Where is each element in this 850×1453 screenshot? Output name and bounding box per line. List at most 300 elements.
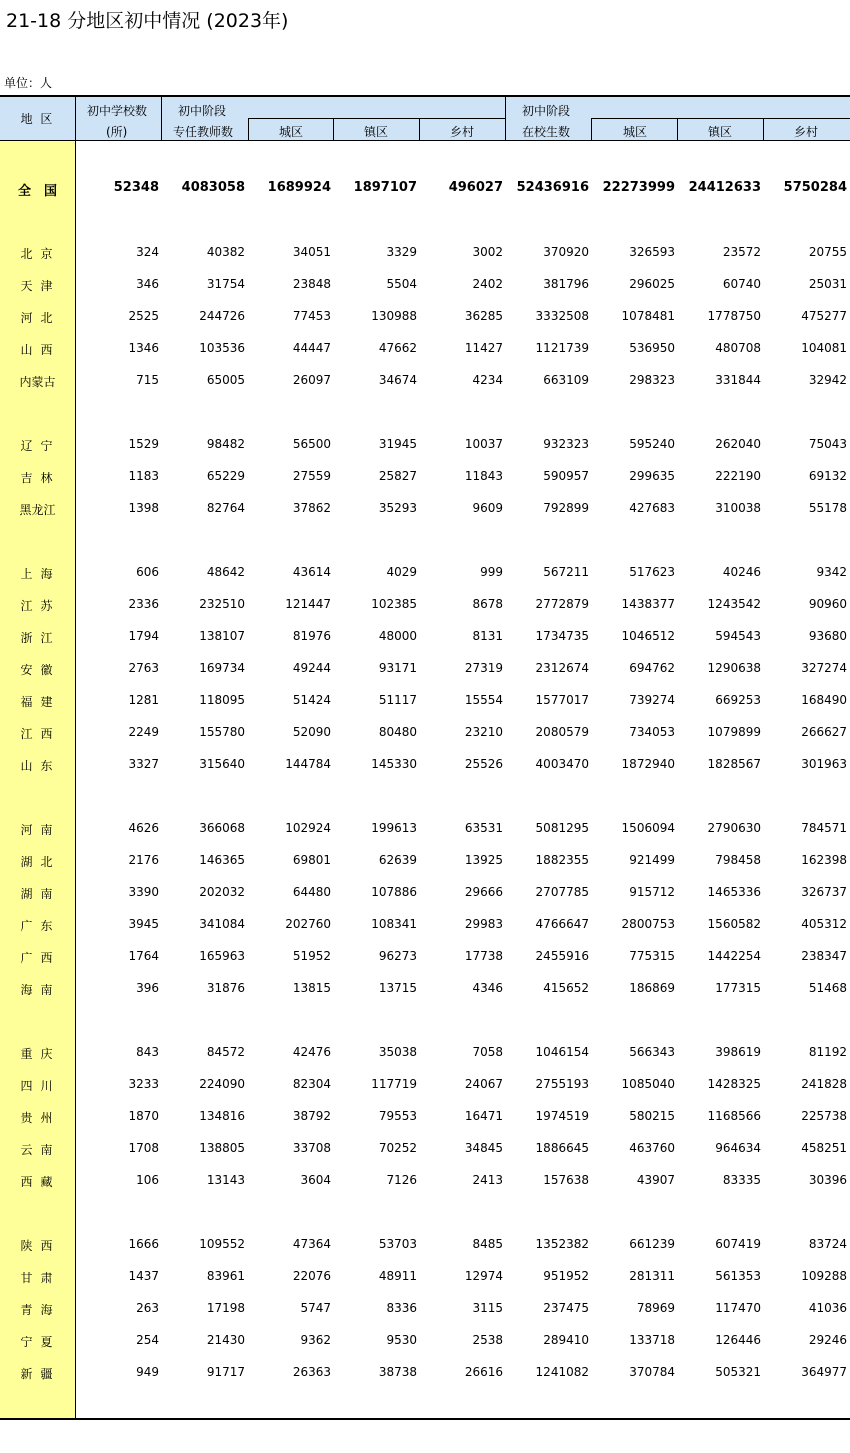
table-cell: 23572: [722, 245, 761, 259]
table-cell: 48911: [378, 1269, 417, 1283]
table-cell: 16471: [464, 1109, 503, 1123]
region-name: 河北: [20, 311, 61, 325]
region-name: 广西: [20, 951, 61, 965]
unit-label: 单位：人: [4, 76, 53, 90]
table-cell: 606: [136, 565, 159, 579]
table-cell: 775315: [629, 949, 675, 963]
table-cell: 177315: [715, 981, 761, 995]
table-cell: 281311: [629, 1269, 675, 1283]
table-cell: 1778750: [707, 309, 761, 323]
table-header: [0, 97, 850, 141]
table-cell: 65005: [206, 373, 245, 387]
table-cell: 79553: [378, 1109, 417, 1123]
table-cell: 23210: [464, 725, 503, 739]
table-cell: 38738: [378, 1365, 417, 1379]
region-name: 福建: [20, 695, 61, 709]
table-cell: 1529: [128, 437, 159, 451]
table-cell: 80480: [378, 725, 417, 739]
table-cell: 3329: [386, 245, 417, 259]
table-cell: 35293: [378, 501, 417, 515]
table-row: [0, 693, 850, 713]
table-cell: 964634: [715, 1141, 761, 1155]
table-cell: 594543: [715, 629, 761, 643]
table-cell: 2538: [472, 1333, 503, 1347]
table-cell: 715: [136, 373, 159, 387]
table-row: [0, 885, 850, 905]
header-divider: [419, 119, 420, 141]
table-cell: 33708: [292, 1141, 331, 1155]
table-cell: 2336: [128, 597, 159, 611]
table-cell: 47662: [378, 341, 417, 355]
table-cell: 53703: [378, 1237, 417, 1251]
table-cell: 49244: [292, 661, 331, 675]
table-cell: 1241082: [535, 1365, 589, 1379]
table-row: [0, 309, 850, 329]
table-cell: 52436916: [516, 180, 589, 195]
table-cell: 138805: [199, 1141, 245, 1155]
table-cell: 162398: [801, 853, 847, 867]
table-cell: 1465336: [707, 885, 761, 899]
table-cell: 2312674: [535, 661, 589, 675]
table-cell: 31945: [378, 437, 417, 451]
table-cell: 296025: [629, 277, 675, 291]
header-divider: [763, 119, 764, 141]
region-name: 浙江: [20, 631, 61, 645]
table-row: [0, 469, 850, 489]
table-cell: 254: [136, 1333, 159, 1347]
table-cell: 381796: [543, 277, 589, 291]
region-name: 辽宁: [20, 439, 61, 453]
table-cell: 915712: [629, 885, 675, 899]
region-name: 湖南: [20, 887, 61, 901]
table-cell: 7058: [472, 1045, 503, 1059]
table-cell: 17738: [464, 949, 503, 963]
table-cell: 2402: [472, 277, 503, 291]
table-cell: 24412633: [688, 180, 761, 195]
table-cell: 536950: [629, 341, 675, 355]
table-row: [0, 757, 850, 777]
table-cell: 25526: [464, 757, 503, 771]
region-name: 江西: [20, 727, 61, 741]
table-cell: 2525: [128, 309, 159, 323]
table-cell: 262040: [715, 437, 761, 451]
table-cell: 40246: [722, 565, 761, 579]
table-cell: 83335: [722, 1173, 761, 1187]
table-cell: 109552: [199, 1237, 245, 1251]
table-cell: 567211: [543, 565, 589, 579]
table-cell: 107886: [371, 885, 417, 899]
table-cell: 244726: [199, 309, 245, 323]
table-cell: 999: [480, 565, 503, 579]
table-cell: 792899: [543, 501, 589, 515]
table-cell: 4003470: [535, 757, 589, 771]
table-row: [0, 373, 850, 393]
table-cell: 91717: [206, 1365, 245, 1379]
table-cell: 396: [136, 981, 159, 995]
table-cell: 496027: [448, 180, 503, 195]
table-cell: 56500: [292, 437, 331, 451]
region-name: 安徽: [20, 663, 61, 677]
table-cell: 663109: [543, 373, 589, 387]
table-cell: 798458: [715, 853, 761, 867]
table-cell: 51117: [378, 693, 417, 707]
table-cell: 661239: [629, 1237, 675, 1251]
region-name: 上海: [20, 567, 61, 581]
table-row: [0, 821, 850, 841]
table-cell: 93680: [808, 629, 847, 643]
table-cell: 29666: [464, 885, 503, 899]
table-cell: 1828567: [707, 757, 761, 771]
table-cell: 13925: [464, 853, 503, 867]
table-cell: 82764: [206, 501, 245, 515]
table-cell: 22273999: [602, 180, 675, 195]
table-cell: 364977: [801, 1365, 847, 1379]
table-row: [0, 437, 850, 457]
table-cell: 2249: [128, 725, 159, 739]
table-row: [0, 1077, 850, 1097]
table-cell: 3002: [472, 245, 503, 259]
table-cell: 427683: [629, 501, 675, 515]
table-cell: 1734735: [535, 629, 589, 643]
table-cell: 202760: [285, 917, 331, 931]
table-cell: 1398: [128, 501, 159, 515]
table-cell: 370784: [629, 1365, 675, 1379]
table-cell: 12974: [464, 1269, 503, 1283]
table-cell: 1794: [128, 629, 159, 643]
region-name: 广东: [20, 919, 61, 933]
table-cell: 37862: [292, 501, 331, 515]
table-cell: 1346: [128, 341, 159, 355]
table-cell: 2413: [472, 1173, 503, 1187]
table-cell: 32942: [808, 373, 847, 387]
table-row: [0, 661, 850, 681]
table-cell: 81192: [808, 1045, 847, 1059]
table-cell: 4626: [128, 821, 159, 835]
table-cell: 51424: [292, 693, 331, 707]
table-cell: 9342: [816, 565, 847, 579]
table-cell: 951952: [543, 1269, 589, 1283]
header-divider: [161, 97, 162, 141]
table-cell: 98482: [206, 437, 245, 451]
table-cell: 48000: [378, 629, 417, 643]
table-cell: 83961: [206, 1269, 245, 1283]
table-row: [0, 277, 850, 297]
header-divider: [333, 119, 334, 141]
table-cell: 15554: [464, 693, 503, 707]
region-column-background: [0, 141, 75, 1418]
table-cell: 301963: [801, 757, 847, 771]
table-cell: 3390: [128, 885, 159, 899]
table-cell: 133718: [629, 1333, 675, 1347]
table-cell: 22076: [292, 1269, 331, 1283]
table-cell: 82304: [292, 1077, 331, 1091]
table-row: [0, 341, 850, 361]
table-cell: 1764: [128, 949, 159, 963]
table-cell: 27319: [464, 661, 503, 675]
table-cell: 34674: [378, 373, 417, 387]
table-cell: 51952: [292, 949, 331, 963]
table-cell: 69801: [292, 853, 331, 867]
table-cell: 1886645: [535, 1141, 589, 1155]
national-total-row: [0, 180, 850, 200]
table-cell: 398619: [715, 1045, 761, 1059]
table-cell: 463760: [629, 1141, 675, 1155]
table-cell: 3115: [472, 1301, 503, 1315]
table-cell: 2080579: [535, 725, 589, 739]
table-cell: 24067: [464, 1077, 503, 1091]
table-cell: 96273: [378, 949, 417, 963]
header-divider: [505, 97, 506, 141]
table-row: [0, 917, 850, 937]
table-cell: 346: [136, 277, 159, 291]
table-cell: 93171: [378, 661, 417, 675]
table-cell: 224090: [199, 1077, 245, 1091]
table-cell: 1046154: [535, 1045, 589, 1059]
table-cell: 2763: [128, 661, 159, 675]
table-cell: 169734: [199, 661, 245, 675]
table-cell: 1974519: [535, 1109, 589, 1123]
table-cell: 8131: [472, 629, 503, 643]
region-name: 河南: [20, 823, 61, 837]
table-cell: 117470: [715, 1301, 761, 1315]
table-cell: 1078481: [621, 309, 675, 323]
header-divider: [248, 118, 505, 119]
table-cell: 1438377: [621, 597, 675, 611]
table-top-rule: [0, 95, 850, 97]
table-cell: 7126: [386, 1173, 417, 1187]
table-cell: 505321: [715, 1365, 761, 1379]
table-cell: 921499: [629, 853, 675, 867]
table-cell: 165963: [199, 949, 245, 963]
table-cell: 130988: [371, 309, 417, 323]
header-students-group: 初中阶段: [522, 104, 571, 118]
table-cell: 4029: [386, 565, 417, 579]
table-cell: 36285: [464, 309, 503, 323]
table-cell: 44447: [292, 341, 331, 355]
table-cell: 83724: [808, 1237, 847, 1251]
table-cell: 31754: [206, 277, 245, 291]
table-cell: 202032: [199, 885, 245, 899]
table-cell: 590957: [543, 469, 589, 483]
table-cell: 48642: [206, 565, 245, 579]
table-cell: 81976: [292, 629, 331, 643]
table-cell: 298323: [629, 373, 675, 387]
table-cell: 25827: [378, 469, 417, 483]
table-cell: 11427: [464, 341, 503, 355]
region-name: 吉林: [20, 471, 61, 485]
table-cell: 1708: [128, 1141, 159, 1155]
table-cell: 199613: [371, 821, 417, 835]
table-cell: 25031: [808, 277, 847, 291]
table-cell: 8485: [472, 1237, 503, 1251]
table-cell: 1168566: [707, 1109, 761, 1123]
header-students-urban: 城区: [623, 125, 648, 139]
table-row: [0, 1333, 850, 1353]
table-cell: 5747: [300, 1301, 331, 1315]
table-cell: 60740: [722, 277, 761, 291]
table-cell: 1281: [128, 693, 159, 707]
table-cell: 2755193: [535, 1077, 589, 1091]
table-cell: 103536: [199, 341, 245, 355]
table-cell: 405312: [801, 917, 847, 931]
table-cell: 1046512: [621, 629, 675, 643]
region-name: 四川: [20, 1079, 61, 1093]
table-cell: 694762: [629, 661, 675, 675]
region-name: 天津: [20, 279, 61, 293]
table-cell: 55178: [808, 501, 847, 515]
table-cell: 31876: [206, 981, 245, 995]
table-cell: 109288: [801, 1269, 847, 1283]
table-cell: 13143: [206, 1173, 245, 1187]
table-cell: 2772879: [535, 597, 589, 611]
table-cell: 118095: [199, 693, 245, 707]
table-cell: 70252: [378, 1141, 417, 1155]
table-cell: 238347: [801, 949, 847, 963]
table-cell: 51468: [808, 981, 847, 995]
table-row: [0, 1141, 850, 1161]
table-cell: 326737: [801, 885, 847, 899]
table-row: [0, 1173, 850, 1193]
table-cell: 38792: [292, 1109, 331, 1123]
table-cell: 10037: [464, 437, 503, 451]
table-cell: 326593: [629, 245, 675, 259]
table-row: [0, 1045, 850, 1065]
table-cell: 1079899: [707, 725, 761, 739]
table-cell: 106: [136, 1173, 159, 1187]
header-divider: [677, 119, 678, 141]
region-name: 黑龙江: [19, 503, 56, 517]
table-cell: 517623: [629, 565, 675, 579]
table-cell: 62639: [378, 853, 417, 867]
table-cell: 42476: [292, 1045, 331, 1059]
table-cell: 784571: [801, 821, 847, 835]
table-cell: 126446: [715, 1333, 761, 1347]
table-cell: 4083058: [181, 180, 245, 195]
table-row: [0, 501, 850, 521]
table-cell: 69132: [808, 469, 847, 483]
table-cell: 1183: [128, 469, 159, 483]
table-cell: 26616: [464, 1365, 503, 1379]
table-cell: 21430: [206, 1333, 245, 1347]
table-row: [0, 853, 850, 873]
region-name: 江苏: [20, 599, 61, 613]
table-row: [0, 565, 850, 585]
table-cell: 168490: [801, 693, 847, 707]
header-students-total: 在校生数: [522, 125, 571, 139]
table-cell: 331844: [715, 373, 761, 387]
table-cell: 52348: [113, 180, 159, 195]
table-cell: 2790630: [707, 821, 761, 835]
table-cell: 843: [136, 1045, 159, 1059]
table-cell: 5081295: [535, 821, 589, 835]
table-cell: 27559: [292, 469, 331, 483]
table-cell: 30396: [808, 1173, 847, 1187]
table-cell: 34051: [292, 245, 331, 259]
table-cell: 289410: [543, 1333, 589, 1347]
table-cell: 310038: [715, 501, 761, 515]
table-cell: 1872940: [621, 757, 675, 771]
table-cell: 145330: [371, 757, 417, 771]
table-cell: 566343: [629, 1045, 675, 1059]
region-name: 全 国: [17, 184, 57, 199]
table-cell: 84572: [206, 1045, 245, 1059]
table-cell: 1689924: [267, 180, 331, 195]
table-cell: 1243542: [707, 597, 761, 611]
table-cell: 225738: [801, 1109, 847, 1123]
table-cell: 8678: [472, 597, 503, 611]
header-schools-line2: (所): [106, 125, 128, 139]
region-name: 内蒙古: [19, 375, 56, 389]
table-cell: 108341: [371, 917, 417, 931]
table-row: [0, 597, 850, 617]
table-cell: 949: [136, 1365, 159, 1379]
table-cell: 669253: [715, 693, 761, 707]
table-cell: 35038: [378, 1045, 417, 1059]
table-cell: 315640: [199, 757, 245, 771]
header-teachers-group: 初中阶段: [178, 104, 227, 118]
table-row: [0, 1109, 850, 1129]
table-cell: 23848: [292, 277, 331, 291]
table-cell: 1290638: [707, 661, 761, 675]
table-cell: 75043: [808, 437, 847, 451]
table-cell: 121447: [285, 597, 331, 611]
table-cell: 34845: [464, 1141, 503, 1155]
region-name: 北京: [20, 247, 61, 261]
table-row: [0, 1237, 850, 1257]
table-cell: 3233: [128, 1077, 159, 1091]
table-cell: 3945: [128, 917, 159, 931]
region-name: 西藏: [20, 1175, 61, 1189]
header-divider: [591, 118, 850, 119]
region-name: 湖北: [20, 855, 61, 869]
table-cell: 63531: [464, 821, 503, 835]
table-cell: 3332508: [535, 309, 589, 323]
table-cell: 480708: [715, 341, 761, 355]
table-cell: 734053: [629, 725, 675, 739]
table-cell: 3604: [300, 1173, 331, 1187]
table-cell: 1870: [128, 1109, 159, 1123]
table-cell: 458251: [801, 1141, 847, 1155]
table-cell: 144784: [285, 757, 331, 771]
table-cell: 102924: [285, 821, 331, 835]
table-cell: 186869: [629, 981, 675, 995]
table-cell: 561353: [715, 1269, 761, 1283]
table-cell: 1506094: [621, 821, 675, 835]
table-cell: 4346: [472, 981, 503, 995]
table-cell: 266627: [801, 725, 847, 739]
table-cell: 341084: [199, 917, 245, 931]
table-cell: 299635: [629, 469, 675, 483]
table-cell: 4766647: [535, 917, 589, 931]
table-cell: 40382: [206, 245, 245, 259]
header-divider: [591, 119, 592, 141]
table-cell: 52090: [292, 725, 331, 739]
table-cell: 739274: [629, 693, 675, 707]
table-cell: 932323: [543, 437, 589, 451]
table-cell: 9530: [386, 1333, 417, 1347]
table-cell: 2455916: [535, 949, 589, 963]
region-name: 贵州: [20, 1111, 61, 1125]
table-bottom-rule: [0, 1418, 850, 1420]
table-cell: 1666: [128, 1237, 159, 1251]
table-cell: 8336: [386, 1301, 417, 1315]
table-cell: 146365: [199, 853, 245, 867]
table-cell: 1121739: [535, 341, 589, 355]
table-cell: 102385: [371, 597, 417, 611]
table-cell: 1437: [128, 1269, 159, 1283]
table-cell: 4234: [472, 373, 503, 387]
region-name: 云南: [20, 1143, 61, 1157]
